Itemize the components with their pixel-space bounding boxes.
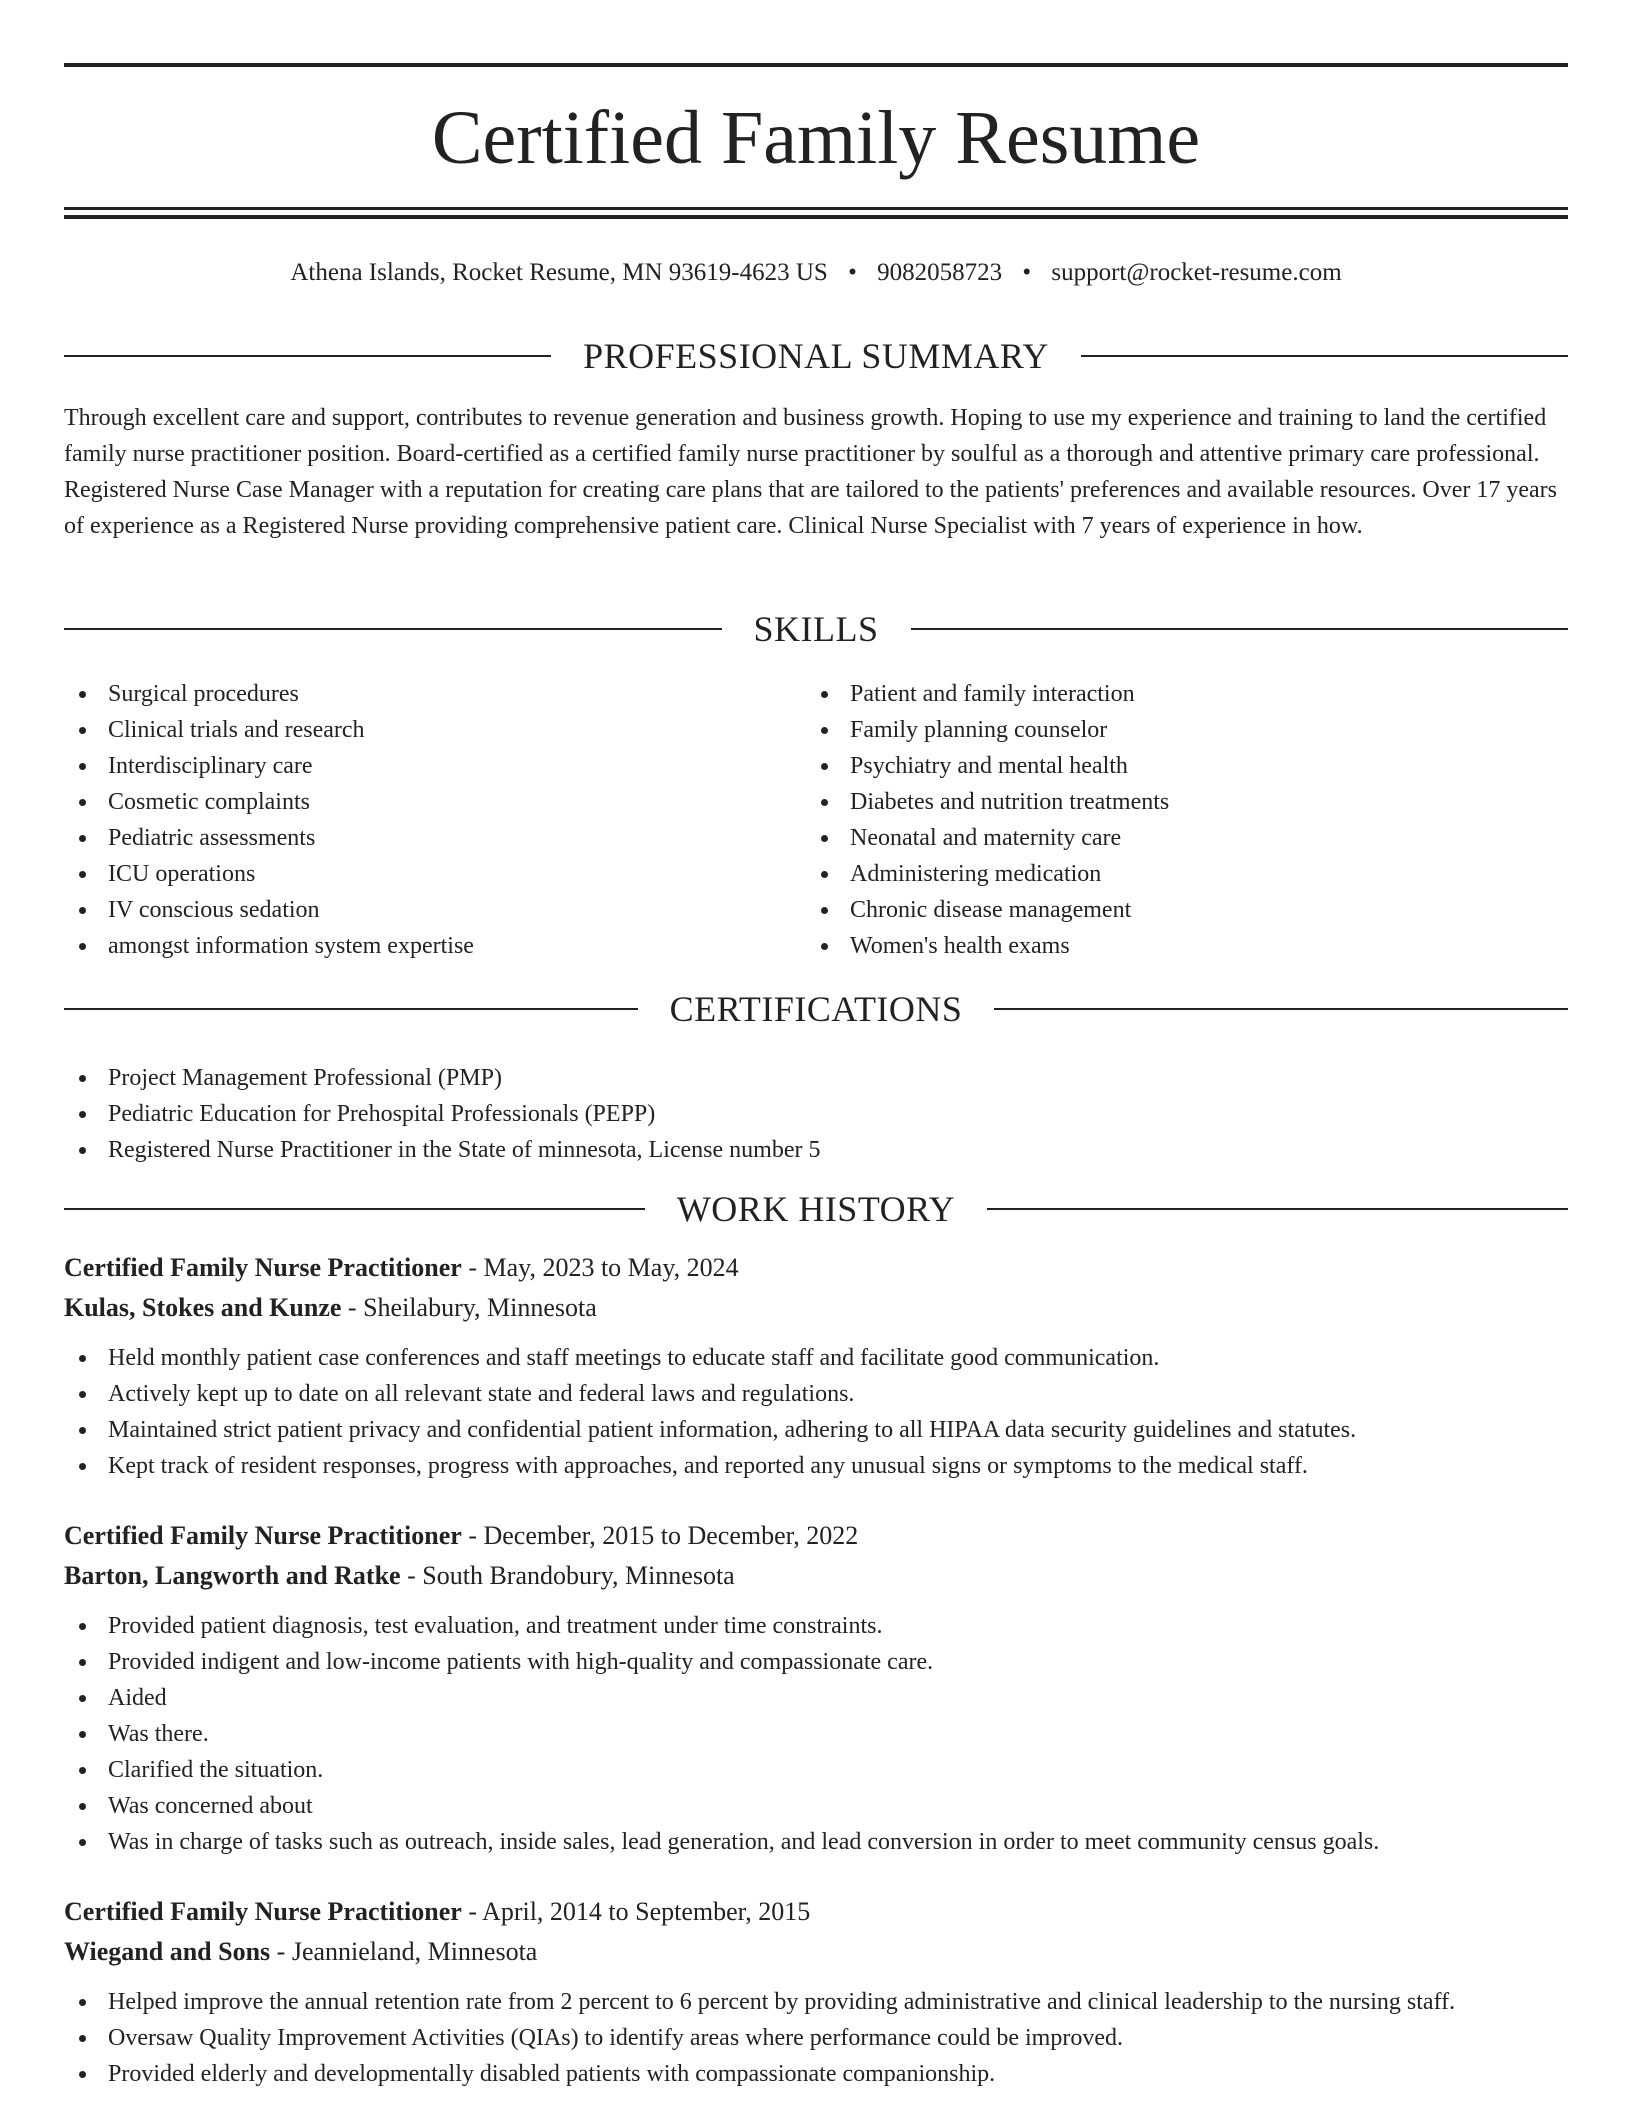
list-item-text: Chronic disease management [850, 897, 1132, 923]
job-company: Kulas, Stokes and Kunze [64, 1293, 342, 1322]
job-dates: May, 2023 to May, 2024 [483, 1253, 739, 1282]
list-item [64, 1716, 1568, 1752]
section-heading-skills [64, 607, 1568, 651]
list-item [64, 1096, 1568, 1132]
list-item-text: IV conscious sedation [108, 897, 320, 923]
job-entry [64, 1248, 1568, 1484]
job-title: Certified Family Nurse Practitioner [64, 1253, 462, 1282]
list-item [64, 1340, 1568, 1376]
list-item [806, 928, 1568, 964]
job-company-line: Barton, Langworth and Ratke - South Brandobury, Minnesota [64, 1561, 735, 1590]
bullet-icon [79, 1391, 86, 1398]
list-item [64, 1824, 1568, 1860]
contact-email: support@rocket-resume.com [1051, 259, 1342, 286]
list-item-text: Clinical trials and research [108, 717, 365, 743]
job-duties-list [64, 1608, 1568, 1860]
list-item [64, 712, 804, 748]
list-item-text: Was in charge of tasks such as outreach, inside sales, lead generation, and lead conversion in order to meet community census goals. [108, 1829, 1380, 1855]
bullet-icon [821, 691, 828, 698]
list-item [64, 784, 804, 820]
skills-column-left [64, 676, 804, 964]
list-item [64, 928, 804, 964]
title-rule-upper [64, 207, 1568, 210]
list-item-text: Cosmetic complaints [108, 789, 310, 815]
list-item-text: Actively kept up to date on all relevant state and federal laws and regulations. [108, 1381, 855, 1407]
job-company: Wiegand and Sons [64, 1937, 271, 1966]
job-title-line: Certified Family Nurse Practitioner - April, 2014 to September, 2015 [64, 1897, 811, 1926]
job-location: South Brandobury, Minnesota [422, 1561, 735, 1590]
list-item [64, 1060, 1568, 1096]
job-title: Certified Family Nurse Practitioner [64, 1897, 462, 1926]
list-item-text: Administering medication [850, 861, 1102, 887]
bullet-icon [821, 799, 828, 806]
list-item-text: Held monthly patient case conferences and staff meetings to educate staff and facilitate good communication. [108, 1345, 1160, 1371]
contact-separator: • [848, 259, 857, 286]
list-item [64, 1608, 1568, 1644]
list-item [806, 820, 1568, 856]
resume-title: Certified Family Resume [431, 96, 1201, 180]
bullet-icon [821, 835, 828, 842]
bullet-icon [79, 1623, 86, 1630]
bullet-icon [79, 2071, 86, 2078]
list-item-text: Women's health exams [850, 933, 1070, 959]
bullet-icon [79, 1427, 86, 1434]
bullet-icon [821, 727, 828, 734]
bullet-icon [79, 1075, 86, 1082]
heading-rule [987, 1208, 1568, 1210]
heading-rule [994, 1008, 1568, 1010]
bullet-icon [79, 1355, 86, 1362]
bullet-icon [79, 1767, 86, 1774]
section-heading-label: PROFESSIONAL SUMMARY [583, 336, 1049, 376]
section-heading-label: CERTIFICATIONS [669, 989, 963, 1029]
list-item-text: Aided [108, 1685, 167, 1711]
heading-rule [64, 1208, 645, 1210]
skills-column-right [806, 676, 1568, 964]
list-item [64, 1752, 1568, 1788]
list-item-text: amongst information system expertise [108, 933, 474, 959]
certifications-block [64, 1060, 1568, 1168]
job-company-line: Kulas, Stokes and Kunze - Sheilabury, Minnesota [64, 1293, 597, 1322]
list-item-text: Surgical procedures [108, 681, 299, 707]
job-entry [64, 1892, 1568, 2092]
heading-rule [1081, 355, 1568, 357]
bullet-icon [821, 871, 828, 878]
skills-list-left [64, 676, 804, 964]
job-duties-list [64, 1340, 1568, 1484]
list-item-text: Neonatal and maternity care [850, 825, 1122, 851]
list-item [64, 892, 804, 928]
list-item [806, 892, 1568, 928]
list-item [64, 1132, 1568, 1168]
job-title: Certified Family Nurse Practitioner [64, 1521, 462, 1550]
professional-summary-text: Through excellent care and support, contributes to revenue generation and business growth. Hoping to use my experience and training to land the certified family nurse practitioner position. Board-certified as a certified family nurse practitioner by soulful as a thorough and attentive primary care professional. Registered Nurse Case Manager with a reputation for creating care plans that are tailored to the patients' preferences and available resources. Over 17 years of experience as a Registered Nurse providing comprehensive patient care. Clinical Nurse Specialist with 7 years of experience in how. [64, 405, 1558, 539]
list-item [64, 1680, 1568, 1716]
job-company: Barton, Langworth and Ratke [64, 1561, 401, 1590]
bullet-icon [821, 763, 828, 770]
bullet-icon [821, 943, 828, 950]
list-item-text: Registered Nurse Practitioner in the State of minnesota, License number 5 [108, 1137, 821, 1163]
list-item-text: Diabetes and nutrition treatments [850, 789, 1170, 815]
bullet-icon [79, 691, 86, 698]
section-heading-summary [64, 334, 1568, 378]
list-item-text: Was concerned about [108, 1793, 313, 1819]
list-item-text: Provided elderly and developmentally disabled patients with compassionate companionship. [108, 2061, 996, 2087]
heading-rule [64, 628, 722, 630]
list-item-text: Provided indigent and low-income patients with high-quality and compassionate care. [108, 1649, 934, 1675]
job-location: Sheilabury, Minnesota [363, 1293, 597, 1322]
list-item-text: Maintained strict patient privacy and confidential patient information, adhering to all HIPAA data security guidelines and statutes. [108, 1417, 1357, 1443]
list-item-text: Pediatric assessments [108, 825, 316, 851]
list-item [64, 2056, 1568, 2092]
certifications-list [64, 1060, 1568, 1168]
list-item-text: Psychiatry and mental health [850, 753, 1128, 779]
list-item-text: Pediatric Education for Prehospital Professionals (PEPP) [108, 1101, 656, 1127]
bullet-icon [79, 763, 86, 770]
heading-rule [64, 355, 551, 357]
skills-list-right [806, 676, 1568, 964]
bullet-icon [79, 871, 86, 878]
heading-rule [64, 1008, 638, 1010]
list-item [64, 1984, 1568, 2020]
section-heading-certifications [64, 987, 1568, 1031]
list-item [806, 784, 1568, 820]
list-item-text: ICU operations [108, 861, 256, 887]
list-item-text: Was there. [108, 1721, 209, 1747]
list-item [806, 676, 1568, 712]
list-item [64, 1644, 1568, 1680]
job-company-line: Wiegand and Sons - Jeannieland, Minnesota [64, 1937, 538, 1966]
list-item [64, 856, 804, 892]
top-rule [64, 63, 1568, 67]
list-item [64, 748, 804, 784]
list-item [64, 676, 804, 712]
list-item-text: Interdisciplinary care [108, 753, 313, 779]
contact-separator: • [1022, 259, 1032, 286]
bullet-icon [79, 1999, 86, 2006]
section-heading-work-history [64, 1187, 1568, 1231]
list-item [806, 856, 1568, 892]
bullet-icon [79, 907, 86, 914]
contact-address: Athena Islands, Rocket Resume, MN 93619-4623 US [290, 259, 828, 286]
bullet-icon [79, 2035, 86, 2042]
contact-phone: 9082058723 [877, 259, 1003, 286]
bullet-icon [79, 1695, 86, 1702]
bullet-icon [79, 1839, 86, 1846]
bullet-icon [79, 1147, 86, 1154]
bullet-icon [79, 799, 86, 806]
list-item [806, 748, 1568, 784]
bullet-icon [79, 1659, 86, 1666]
job-duties-list [64, 1984, 1568, 2092]
bullet-icon [79, 727, 86, 734]
bullet-icon [79, 943, 86, 950]
bullet-icon [79, 1803, 86, 1810]
list-item-text: Clarified the situation. [108, 1757, 324, 1783]
bullet-icon [79, 1463, 86, 1470]
bullet-icon [821, 907, 828, 914]
list-item [64, 820, 804, 856]
list-item-text: Oversaw Quality Improvement Activities (QIAs) to identify areas where performance could be improved. [108, 2025, 1123, 2051]
bullet-icon [79, 1731, 86, 1738]
job-entry [64, 1516, 1568, 1860]
list-item-text: Provided patient diagnosis, test evaluation, and treatment under time constraints. [108, 1613, 883, 1639]
list-item [64, 1788, 1568, 1824]
job-title-line: Certified Family Nurse Practitioner - May, 2023 to May, 2024 [64, 1253, 739, 1282]
list-item-text: Kept track of resident responses, progress with approaches, and reported any unusual signs or symptoms to the medical staff. [108, 1453, 1308, 1479]
job-title-line: Certified Family Nurse Practitioner - December, 2015 to December, 2022 [64, 1521, 859, 1550]
job-location: Jeannieland, Minnesota [291, 1937, 538, 1966]
contact-line [64, 255, 1568, 291]
list-item-text: Patient and family interaction [850, 681, 1135, 707]
list-item [64, 1448, 1568, 1484]
job-dates: April, 2014 to September, 2015 [482, 1897, 811, 1926]
list-item [64, 1412, 1568, 1448]
list-item-text: Helped improve the annual retention rate from 2 percent to 6 percent by providing administrative and clinical leadership to the nursing staff. [108, 1989, 1456, 2015]
heading-rule [911, 628, 1569, 630]
bullet-icon [79, 1111, 86, 1118]
section-heading-label: SKILLS [753, 609, 879, 649]
section-heading-label: WORK HISTORY [676, 1189, 956, 1229]
list-item [64, 1376, 1568, 1412]
title-rule-lower [64, 215, 1568, 219]
list-item-text: Family planning counselor [850, 717, 1108, 743]
list-item [64, 2020, 1568, 2056]
bullet-icon [79, 835, 86, 842]
job-dates: December, 2015 to December, 2022 [483, 1521, 859, 1550]
list-item-text: Project Management Professional (PMP) [108, 1065, 502, 1091]
list-item [806, 712, 1568, 748]
